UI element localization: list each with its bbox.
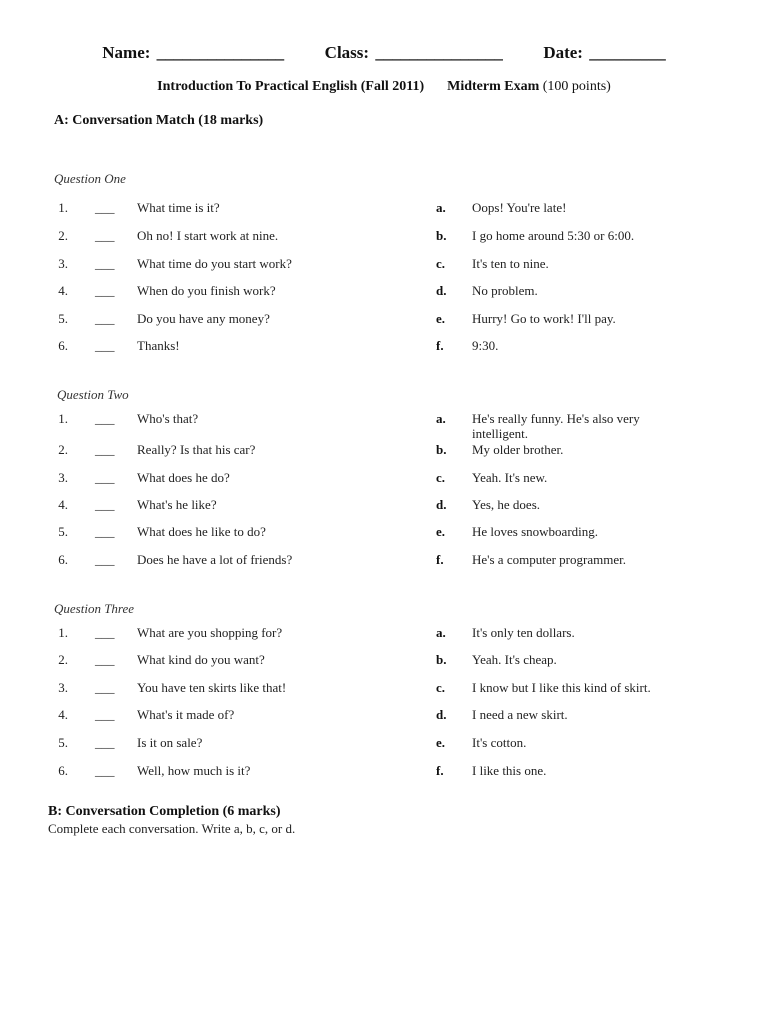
answer-blank[interactable]: ___ [95,524,115,539]
header-fields [0,43,768,63]
prompt-text: You have ten skirts like that! [137,680,287,695]
answer-blank[interactable]: ___ [95,552,115,567]
answer-blank[interactable]: ___ [95,625,115,640]
option-letter: f. [436,552,444,567]
prompt-text: What's it made of? [137,707,235,722]
option-letter: d. [436,707,447,722]
answer-blank[interactable]: ___ [95,200,115,215]
prompt-text: What does he do? [137,470,230,485]
option-letter: b. [436,228,447,243]
option-letter: a. [436,625,446,640]
prompt-text: Do you have any money? [137,311,270,326]
answer-blank[interactable]: ___ [95,338,115,353]
question-three-heading: Question Three [54,601,135,616]
prompt-text: What kind do you want? [137,652,265,667]
answer-blank[interactable]: ___ [95,256,115,271]
option-text: Yeah. It's new. [472,470,548,485]
prompt-text: What are you shopping for? [137,625,283,640]
option-letter: d. [436,497,447,512]
option-letter: c. [436,470,446,485]
option-text: I need a new skirt. [472,707,568,722]
option-letter: e. [436,735,446,750]
prompt-text: Oh no! I start work at nine. [137,228,279,243]
answer-blank[interactable]: ___ [95,707,115,722]
option-letter: d. [436,283,447,298]
row-number: 2. [58,228,68,243]
section-b-heading: B: Conversation Completion (6 marks) [48,804,281,819]
row-number: 3. [58,256,68,271]
row-number: 1. [58,411,68,426]
answer-blank[interactable]: ___ [95,228,115,243]
row-number: 2. [58,442,68,457]
answer-blank[interactable]: ___ [95,283,115,298]
row-number: 4. [58,707,68,722]
answer-blank[interactable]: ___ [95,763,115,778]
option-text: No problem. [472,283,538,298]
option-text: I go home around 5:30 or 6:00. [472,228,635,243]
option-text: He's really funny. He's also very intelligent. [472,411,640,441]
exam-points: (100 points) [542,79,611,94]
answer-blank[interactable]: ___ [95,652,115,667]
option-text: He loves snowboarding. [472,524,599,539]
row-number: 1. [58,625,68,640]
exam-type: Midterm Exam [447,79,540,94]
option-letter: b. [436,442,447,457]
row-number: 2. [58,652,68,667]
prompt-text: When do you finish work? [137,283,276,298]
row-number: 3. [58,680,68,695]
exam-title [0,79,768,95]
row-number: 1. [58,200,68,215]
option-letter: e. [436,524,446,539]
option-letter: b. [436,652,447,667]
prompt-text: Is it on sale? [137,735,203,750]
option-letter: f. [436,338,444,353]
option-letter: f. [436,763,444,778]
name-field-label: Name: _______________ [102,43,285,62]
answer-blank[interactable]: ___ [95,680,115,695]
row-number: 4. [58,497,68,512]
prompt-text: What time do you start work? [137,256,292,271]
section-b-instructions: Complete each conversation. Write a, b, c, or d. [48,821,296,836]
row-number: 5. [58,311,68,326]
option-text: My older brother. [472,442,564,457]
option-text: It's only ten dollars. [472,625,575,640]
prompt-text: Who's that? [137,411,199,426]
option-text: Oops! You're late! [472,200,567,215]
answer-blank[interactable]: ___ [95,311,115,326]
option-text: Hurry! Go to work! I'll pay. [472,311,616,326]
answer-blank[interactable]: ___ [95,735,115,750]
prompt-text: What's he like? [137,497,217,512]
prompt-text: Thanks! [137,338,180,353]
option-letter: c. [436,680,446,695]
prompt-text: Well, how much is it? [137,763,251,778]
question-one-heading: Question One [54,171,126,186]
answer-blank[interactable]: ___ [95,411,115,426]
section-a-heading: A: Conversation Match (18 marks) [54,113,264,128]
question-two-heading: Question Two [57,387,129,402]
option-text: Yes, he does. [472,497,541,512]
option-text: He's a computer programmer. [472,552,626,567]
option-text: Yeah. It's cheap. [472,652,557,667]
class-field-label: Class: _______________ [324,43,503,62]
prompt-text: What time is it? [137,200,220,215]
row-number: 5. [58,735,68,750]
option-letter: c. [436,256,446,271]
option-letter: a. [436,200,446,215]
option-text: 9:30. [472,338,499,353]
prompt-text: Really? Is that his car? [137,442,256,457]
prompt-text: What does he like to do? [137,524,266,539]
option-text: It's ten to nine. [472,256,549,271]
date-field-label: Date: _________ [543,43,666,62]
row-number: 6. [58,763,68,778]
prompt-text: Does he have a lot of friends? [137,552,293,567]
row-number: 6. [58,338,68,353]
row-number: 5. [58,524,68,539]
option-letter: a. [436,411,446,426]
row-number: 6. [58,552,68,567]
course-title: Introduction To Practical English (Fall 2011) [157,79,425,94]
answer-blank[interactable]: ___ [95,497,115,512]
option-letter: e. [436,311,446,326]
option-text: It's cotton. [472,735,527,750]
answer-blank[interactable]: ___ [95,442,115,457]
option-text: I like this one. [472,763,547,778]
row-number: 4. [58,283,68,298]
answer-blank[interactable]: ___ [95,470,115,485]
option-text: I know but I like this kind of skirt. [472,680,651,695]
row-number: 3. [58,470,68,485]
